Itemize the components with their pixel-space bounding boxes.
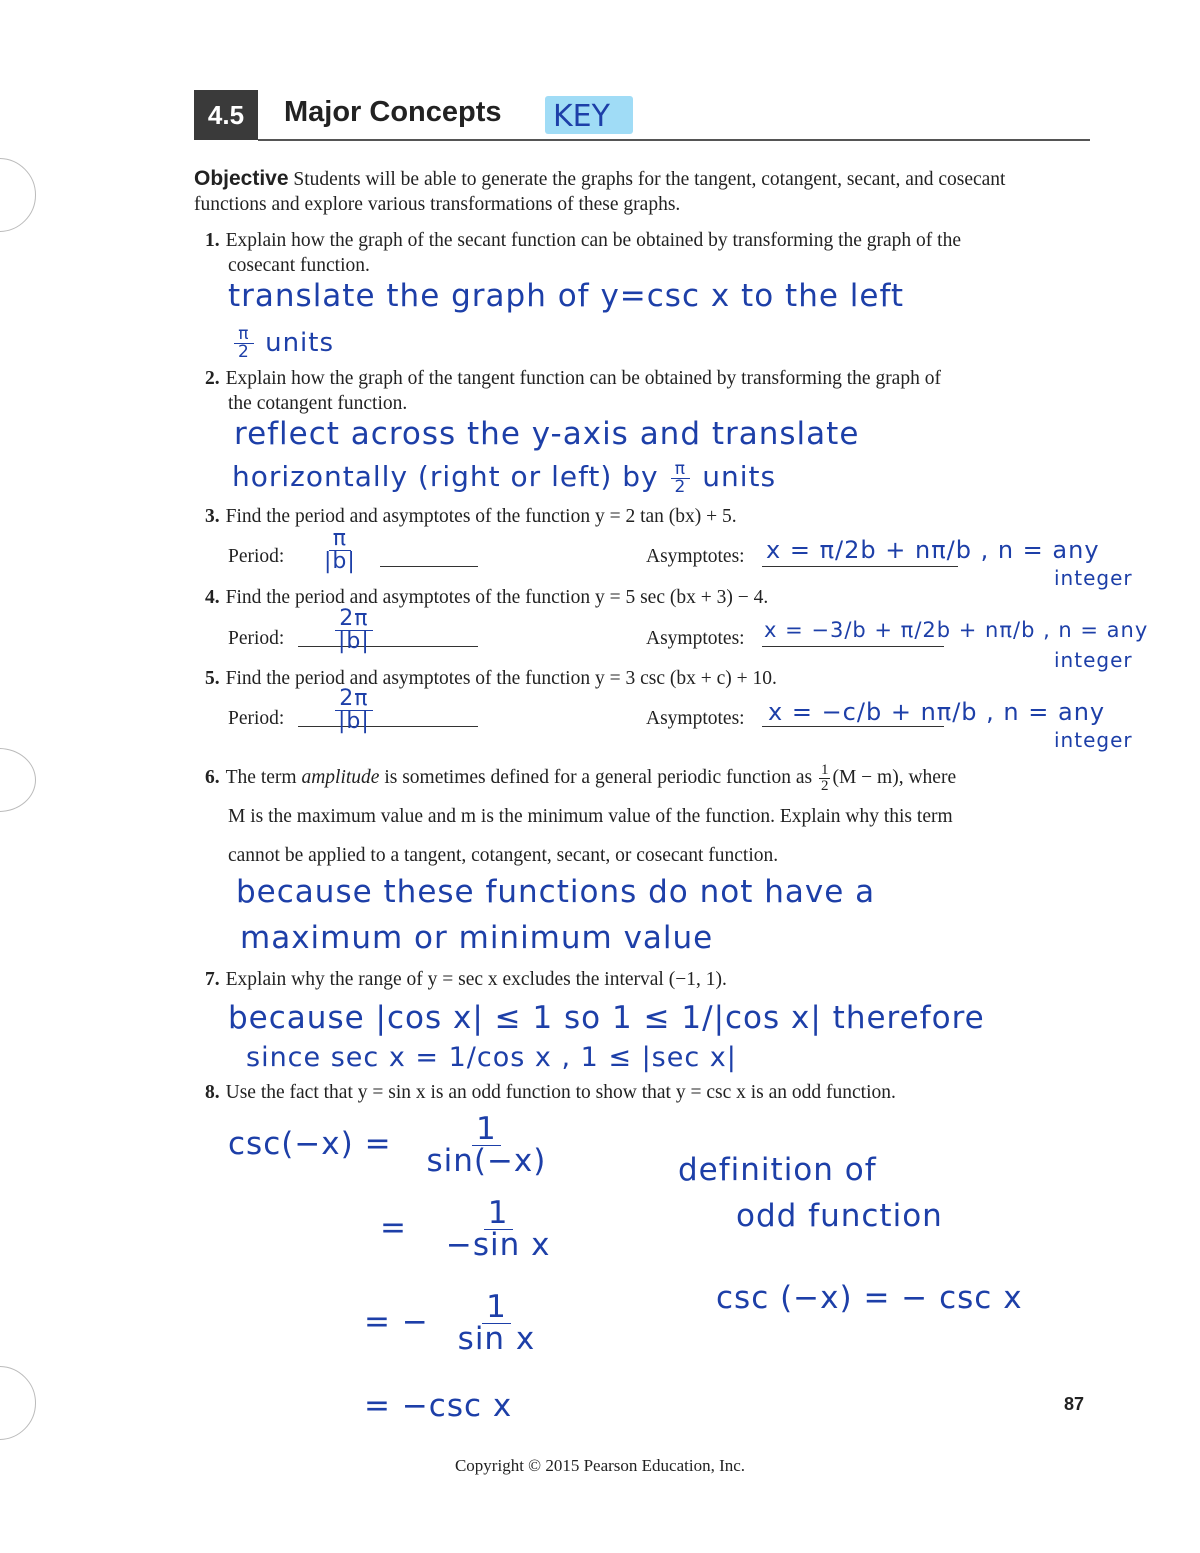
question-number: 5. bbox=[205, 668, 220, 689]
question-text: Find the period and asymptotes of the function y = 3 csc (bx + c) + 10. bbox=[225, 668, 777, 689]
question-1 bbox=[205, 228, 1085, 278]
asymptotes-answer-3-cont: integer bbox=[1054, 566, 1133, 590]
punch-hole-bottom bbox=[0, 1366, 36, 1440]
question-text: Explain how the graph of the tangent function can be obtained by transforming the graph of bbox=[225, 368, 941, 389]
page-number: 87 bbox=[1064, 1394, 1085, 1414]
period-answer-5: $\frac{2\pi}{|b|}$ bbox=[332, 688, 376, 733]
asymptotes-label: Asymptotes: bbox=[646, 546, 745, 567]
asymptotes-answer-5-cont: integer bbox=[1054, 728, 1133, 752]
section-number: 4.5 bbox=[194, 90, 258, 140]
definition-note-line3: csc (−x) = − csc x bbox=[716, 1280, 1023, 1316]
objective-text: Students will be able to generate the graphs for the tangent, cotangent, secant, and cosecant functions and explore various transformations of these graphs. bbox=[194, 169, 1006, 215]
question-number: 7. bbox=[205, 969, 220, 990]
answer-line bbox=[762, 646, 944, 647]
question-number: 6. bbox=[205, 767, 220, 788]
proof-step-1: csc(−x) = $\frac{1}{\sin(-x)}$ bbox=[228, 1111, 547, 1179]
period-label: Period: bbox=[228, 546, 285, 567]
period-answer-4: $\frac{2\pi}{|b|}$ bbox=[332, 608, 376, 653]
proof-step-3: = − $\frac{1}{\text{sin x}}$ bbox=[364, 1289, 536, 1357]
punch-hole-top bbox=[0, 158, 36, 232]
question-8 bbox=[205, 1080, 1085, 1105]
question-text-cont: cannot be applied to a tangent, cotangent, secant, or cosecant function. bbox=[228, 845, 779, 866]
answer-7-line1: because |cos x| ≤ 1 so 1 ≤ 1/|cos x| therefore bbox=[228, 1000, 985, 1036]
definition-note-line2: odd function bbox=[736, 1198, 943, 1234]
question-text: Explain how the graph of the secant function can be obtained by transforming the graph of the bbox=[225, 230, 961, 251]
asymptotes-answer-4-cont: integer bbox=[1054, 648, 1133, 672]
question-2 bbox=[205, 366, 1085, 416]
answer-line bbox=[762, 566, 958, 567]
answer-line bbox=[762, 726, 944, 727]
asymptotes-label: Asymptotes: bbox=[646, 628, 745, 649]
punch-hole-middle bbox=[0, 748, 36, 812]
header-rule bbox=[258, 139, 1090, 141]
question-7 bbox=[205, 967, 1085, 992]
key-highlight-stamp bbox=[545, 90, 635, 146]
asymptotes-label: Asymptotes: bbox=[646, 708, 745, 729]
answer-6-line2: maximum or minimum value bbox=[240, 920, 714, 956]
question-text: Use the fact that y = sin x is an odd function to show that y = csc x is an odd function. bbox=[225, 1082, 896, 1103]
question-text: Find the period and asymptotes of the function y = 2 tan (bx) + 5. bbox=[225, 506, 737, 527]
definition-note-line1: definition of bbox=[678, 1152, 877, 1188]
question-text-cont: M is the maximum value and m is the minimum value of the function. Explain why this term bbox=[228, 806, 953, 827]
question-number: 4. bbox=[205, 587, 220, 608]
answer-line bbox=[298, 646, 478, 647]
proof-step-4: = −csc x bbox=[364, 1388, 513, 1424]
asymptotes-answer-4: x = −3/b + π/2b + nπ/b , n = any bbox=[764, 618, 1149, 642]
question-number: 3. bbox=[205, 506, 220, 527]
proof-step-2: = $\frac{1}{\text{−sin x}}$ bbox=[380, 1195, 551, 1263]
question-text: Explain why the range of y = sec x excludes the interval (−1, 1). bbox=[225, 969, 727, 990]
key-text: KEY bbox=[553, 99, 610, 134]
answer-2-line2: horizontally (right or left) by $\frac{\pi}{2}$ units bbox=[232, 458, 777, 497]
question-text-cont: the cotangent function. bbox=[228, 393, 408, 414]
answer-7-line2: since sec x = 1/cos x , 1 ≤ |sec x| bbox=[246, 1042, 737, 1073]
period-answer-3: $\frac{\pi}{|b|}$ bbox=[324, 526, 356, 574]
objective-label: Objective bbox=[194, 167, 289, 190]
page-title: Major Concepts bbox=[284, 96, 502, 128]
answer-line bbox=[298, 726, 478, 727]
question-number: 2. bbox=[205, 368, 220, 389]
question-text: Find the period and asymptotes of the function y = 5 sec (bx + 3) − 4. bbox=[225, 587, 769, 608]
asymptotes-answer-3: x = π/2b + nπ/b , n = any bbox=[766, 536, 1100, 564]
question-6: 6. The term amplitude is sometimes defined for a general periodic function as $\frac{1}{2}$ (M − m), where M is the maximum value and m is the minimum value of the function. Explain why this term cannot be applied to a tangent, cotangent, secant, or cosecant function. bbox=[205, 758, 1085, 875]
question-text-cont: cosecant function. bbox=[228, 255, 370, 276]
answer-2-line1: reflect across the y-axis and translate bbox=[234, 416, 860, 452]
objective bbox=[194, 166, 1074, 217]
answer-6-line1: because these functions do not have a bbox=[236, 874, 876, 910]
asymptotes-answer-5: x = −c/b + nπ/b , n = any bbox=[768, 698, 1106, 726]
answer-1-line1: translate the graph of y=csc x to the left bbox=[228, 278, 904, 314]
answer-1-line2: $\frac{\pi}{2}$ units bbox=[232, 326, 334, 361]
period-label: Period: bbox=[228, 628, 285, 649]
period-label: Period: bbox=[228, 708, 285, 729]
question-number: 8. bbox=[205, 1082, 220, 1103]
question-4 bbox=[205, 585, 1085, 610]
question-number: 1. bbox=[205, 230, 220, 251]
copyright: Copyright © 2015 Pearson Education, Inc. bbox=[454, 1456, 746, 1475]
answer-line bbox=[380, 566, 478, 567]
